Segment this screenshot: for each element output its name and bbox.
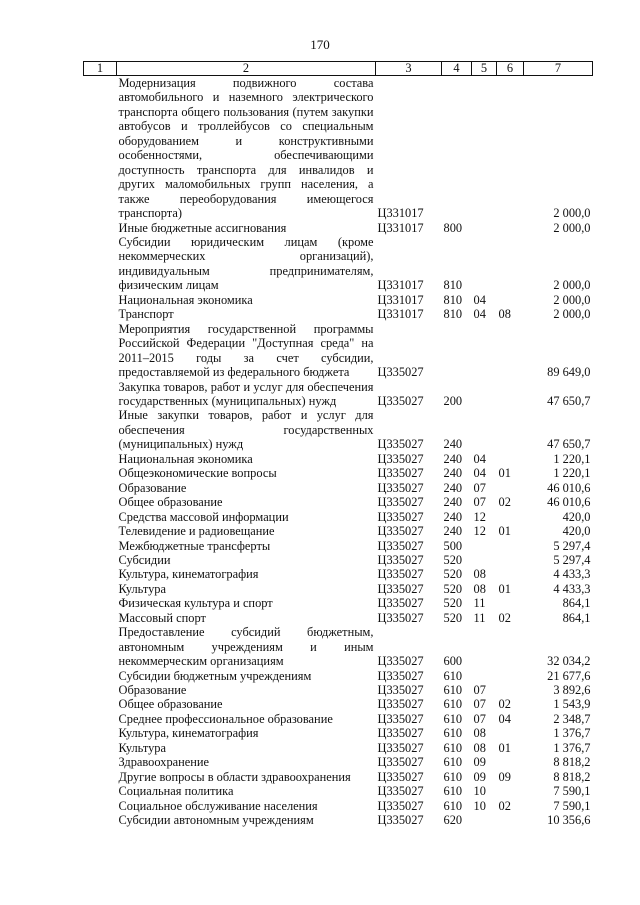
cell-target-code: Ц335027 <box>377 567 424 582</box>
cell-expense-type: 610 <box>443 784 463 799</box>
header-col-6: 6 <box>497 62 524 76</box>
cell-subsection <box>497 481 524 495</box>
table-row <box>84 697 593 711</box>
cell-expense-type: 240 <box>443 480 463 495</box>
cell-subsection <box>497 221 524 235</box>
cell-name: Иные бюджетные ассигнования <box>118 220 287 235</box>
cell-expense-type: 610 <box>443 740 463 755</box>
cell-name: Физическая культура и спорт <box>118 596 273 611</box>
budget-table <box>83 61 593 828</box>
cell-amount: 1 376,7 <box>553 740 591 755</box>
cell-target-code: Ц335027 <box>377 813 424 828</box>
cell-subsection <box>497 452 524 466</box>
cell-target-code: Ц335027 <box>377 365 424 380</box>
cell-subsection: 02 <box>498 697 511 712</box>
cell-target-code: Ц335027 <box>377 495 424 510</box>
cell-subsection: 04 <box>498 711 511 726</box>
cell-subsection <box>497 293 524 307</box>
cell-subsection <box>497 813 524 827</box>
cell-expense-type: 520 <box>443 552 463 567</box>
cell-target-code: Ц335027 <box>377 552 424 567</box>
cell-amount: 47 650,7 <box>547 437 591 452</box>
table-row <box>84 784 593 798</box>
cell-col-1 <box>84 452 117 466</box>
cell-name: Образование <box>118 683 187 698</box>
table-row <box>84 380 593 409</box>
cell-name: Мероприятия государственной программы Российской Федерации "Доступная среда" на 2011–2015 годы за счет субсидии, предоставляемой из федерального бюджета <box>118 321 374 380</box>
cell-section: 11 <box>473 596 486 611</box>
cell-expense-type: 610 <box>443 798 463 813</box>
cell-name: Транспорт <box>118 307 174 322</box>
cell-col-1 <box>84 293 117 307</box>
cell-amount: 47 650,7 <box>547 393 591 408</box>
cell-section <box>472 380 497 409</box>
cell-target-code: Ц331017 <box>377 220 424 235</box>
table-row <box>84 481 593 495</box>
cell-section <box>472 235 497 293</box>
cell-name: Национальная экономика <box>118 451 253 466</box>
cell-name: Межбюджетные трансферты <box>118 538 271 553</box>
cell-amount: 1 220,1 <box>553 466 591 481</box>
cell-section: 08 <box>473 740 486 755</box>
header-col-5: 5 <box>472 62 497 76</box>
cell-name: Субсидии юридическим лицам (кроме некоммерческих организаций), индивидуальным предпринимателям, физическим лицам <box>118 234 374 293</box>
cell-amount: 21 677,6 <box>547 668 591 683</box>
cell-col-1 <box>84 307 117 321</box>
cell-target-code: Ц335027 <box>377 480 424 495</box>
cell-name: Общеэкономические вопросы <box>118 466 277 481</box>
cell-expense-type: 240 <box>443 495 463 510</box>
cell-target-code: Ц335027 <box>377 509 424 524</box>
cell-subsection: 01 <box>498 466 511 481</box>
cell-name: Иные закупки товаров, работ и услуг для обеспечения государственных (муниципальных) нужд <box>118 408 374 452</box>
cell-amount: 4 433,3 <box>553 567 591 582</box>
cell-section: 12 <box>473 524 486 539</box>
cell-amount: 89 649,0 <box>547 365 591 380</box>
cell-section: 08 <box>473 567 486 582</box>
cell-section <box>472 76 497 221</box>
cell-section <box>472 669 497 683</box>
table-row <box>84 683 593 697</box>
cell-target-code: Ц335027 <box>377 726 424 741</box>
cell-col-1 <box>84 408 117 451</box>
cell-col-1 <box>84 712 117 726</box>
cell-expense-type: 240 <box>443 451 463 466</box>
cell-col-1 <box>84 510 117 524</box>
cell-section: 07 <box>473 697 486 712</box>
cell-expense-type: 610 <box>443 668 463 683</box>
cell-amount: 2 000,0 <box>553 278 591 293</box>
cell-target-code: Ц335027 <box>377 798 424 813</box>
table-row <box>84 553 593 567</box>
cell-amount: 7 590,1 <box>553 798 591 813</box>
cell-expense-type: 610 <box>443 711 463 726</box>
cell-expense-type: 200 <box>443 393 463 408</box>
table-row <box>84 813 593 827</box>
cell-section: 07 <box>473 495 486 510</box>
cell-subsection <box>497 553 524 567</box>
cell-subsection <box>497 322 524 380</box>
cell-amount: 2 000,0 <box>553 220 591 235</box>
cell-target-code: Ц335027 <box>377 581 424 596</box>
table-row <box>84 755 593 769</box>
table-row <box>84 510 593 524</box>
cell-section <box>472 221 497 235</box>
cell-col-1 <box>84 813 117 827</box>
cell-expense-type: 610 <box>443 683 463 698</box>
cell-target-code: Ц335027 <box>377 668 424 683</box>
cell-subsection <box>497 235 524 293</box>
cell-target-code: Ц335027 <box>377 437 424 452</box>
cell-expense-type: 800 <box>443 220 463 235</box>
cell-section: 04 <box>473 292 486 307</box>
cell-expense-type: 520 <box>443 581 463 596</box>
cell-expense-type: 620 <box>443 813 463 828</box>
cell-section: 12 <box>473 509 486 524</box>
table-row <box>84 221 593 235</box>
cell-col-1 <box>84 726 117 740</box>
cell-target-code: Ц335027 <box>377 755 424 770</box>
header-row <box>84 62 593 76</box>
cell-expense-type: 810 <box>443 278 463 293</box>
cell-col-1 <box>84 221 117 235</box>
cell-expense-type: 600 <box>443 654 463 669</box>
header-col-4: 4 <box>442 62 472 76</box>
cell-expense-type: 240 <box>443 437 463 452</box>
cell-subsection: 02 <box>498 495 511 510</box>
cell-section: 09 <box>473 769 486 784</box>
cell-amount: 8 818,2 <box>553 755 591 770</box>
cell-col-1 <box>84 582 117 596</box>
cell-target-code: Ц335027 <box>377 610 424 625</box>
table-row <box>84 539 593 553</box>
cell-section <box>472 322 497 380</box>
cell-col-1 <box>84 524 117 538</box>
cell-amount: 46 010,6 <box>547 495 591 510</box>
cell-amount: 2 000,0 <box>553 292 591 307</box>
cell-subsection <box>497 625 524 668</box>
table-row <box>84 770 593 784</box>
cell-target-code: Ц335027 <box>377 466 424 481</box>
cell-subsection <box>497 669 524 683</box>
cell-col-1 <box>84 322 117 380</box>
cell-section: 07 <box>473 480 486 495</box>
cell-target-code: Ц335027 <box>377 697 424 712</box>
cell-section <box>472 539 497 553</box>
table-row <box>84 582 593 596</box>
cell-target-code: Ц335027 <box>377 393 424 408</box>
cell-expense-type: 240 <box>443 466 463 481</box>
table-row <box>84 293 593 307</box>
cell-col-1 <box>84 567 117 581</box>
cell-name: Закупка товаров, работ и услуг для обеспечения государственных (муниципальных) нужд <box>118 379 374 408</box>
cell-subsection <box>497 76 524 221</box>
cell-target-code: Ц335027 <box>377 784 424 799</box>
cell-col-1 <box>84 466 117 480</box>
cell-section <box>472 553 497 567</box>
cell-section: 10 <box>473 798 486 813</box>
cell-target-code: Ц331017 <box>377 278 424 293</box>
cell-name: Общее образование <box>118 495 223 510</box>
cell-section: 08 <box>473 581 486 596</box>
cell-amount: 2 000,0 <box>553 206 591 221</box>
cell-col-1 <box>84 697 117 711</box>
table-row <box>84 408 593 451</box>
cell-col-1 <box>84 235 117 293</box>
cell-amount: 2 348,7 <box>553 711 591 726</box>
cell-section: 04 <box>473 466 486 481</box>
table-row <box>84 452 593 466</box>
cell-subsection <box>497 510 524 524</box>
cell-target-code: Ц331017 <box>377 292 424 307</box>
cell-amount: 10 356,6 <box>547 813 591 828</box>
table-row <box>84 322 593 380</box>
cell-expense-type: 810 <box>443 307 463 322</box>
cell-name: Культура, кинематография <box>118 726 259 741</box>
cell-subsection <box>497 726 524 740</box>
cell-target-code: Ц335027 <box>377 711 424 726</box>
cell-section <box>472 625 497 668</box>
table-row <box>84 669 593 683</box>
cell-section <box>472 813 497 827</box>
cell-expense-type: 610 <box>443 697 463 712</box>
cell-col-1 <box>84 799 117 813</box>
cell-expense-type: 520 <box>443 596 463 611</box>
cell-expense-type: 610 <box>443 769 463 784</box>
cell-name: Субсидии автономным учреждениям <box>118 813 314 828</box>
cell-amount: 1 220,1 <box>553 451 591 466</box>
cell-name: Массовый спорт <box>118 610 206 625</box>
cell-col-1 <box>84 539 117 553</box>
cell-expense-type: 500 <box>443 538 463 553</box>
cell-section: 09 <box>473 755 486 770</box>
cell-section: 04 <box>473 451 486 466</box>
cell-col-1 <box>84 683 117 697</box>
cell-section: 07 <box>473 683 486 698</box>
cell-amount: 420,0 <box>562 509 591 524</box>
cell-target-code: Ц335027 <box>377 683 424 698</box>
table-header <box>84 62 593 76</box>
header-col-1: 1 <box>84 62 117 76</box>
table-row <box>84 524 593 538</box>
table-body <box>84 76 593 828</box>
cell-subsection: 01 <box>498 524 511 539</box>
cell-subsection <box>497 380 524 409</box>
cell-name: Национальная экономика <box>118 292 253 307</box>
cell-target-code: Ц335027 <box>377 524 424 539</box>
header-col-2: 2 <box>117 62 376 76</box>
cell-target-code: Ц331017 <box>377 206 424 221</box>
table-row <box>84 495 593 509</box>
cell-col-1 <box>84 770 117 784</box>
cell-amount: 7 590,1 <box>553 784 591 799</box>
cell-subsection: 08 <box>498 307 511 322</box>
cell-expense-type <box>442 76 472 221</box>
cell-target-code: Ц335027 <box>377 538 424 553</box>
cell-name: Среднее профессиональное образование <box>118 711 333 726</box>
cell-expense-type: 520 <box>443 610 463 625</box>
cell-name: Телевидение и радиовещание <box>118 524 275 539</box>
cell-target-code: Ц335027 <box>377 769 424 784</box>
cell-name: Социальное обслуживание населения <box>118 798 318 813</box>
table-row <box>84 235 593 293</box>
page-number: 170 <box>310 37 330 52</box>
table-row <box>84 741 593 755</box>
cell-amount: 420,0 <box>562 524 591 539</box>
cell-amount: 1 376,7 <box>553 726 591 741</box>
cell-col-1 <box>84 380 117 409</box>
cell-col-1 <box>84 596 117 610</box>
cell-section: 10 <box>473 784 486 799</box>
header-col-7: 7 <box>524 62 593 76</box>
cell-expense-type: 520 <box>443 567 463 582</box>
cell-amount: 5 297,4 <box>553 552 591 567</box>
cell-target-code: Ц335027 <box>377 740 424 755</box>
cell-name: Модернизация подвижного состава автомобильного и наземного электрического транспорта общего пользования (путем закупки автобусов и троллейбусов со специальным оборудованием и конструктивными особенностями, обеспечивающими доступность транспорта для инвалидов и других маломобильных групп населения, а также переоборудования имеющегося транспорта) <box>118 76 374 221</box>
cell-name: Другие вопросы в области здравоохранения <box>118 769 351 784</box>
cell-expense-type: 810 <box>443 292 463 307</box>
cell-amount: 46 010,6 <box>547 480 591 495</box>
cell-subsection: 01 <box>498 581 511 596</box>
cell-amount: 1 543,9 <box>553 697 591 712</box>
cell-expense-type <box>442 322 472 380</box>
cell-name: Культура, кинематография <box>118 567 259 582</box>
cell-section: 11 <box>473 610 486 625</box>
table-row <box>84 611 593 625</box>
cell-target-code: Ц335027 <box>377 451 424 466</box>
cell-name: Культура <box>118 581 166 596</box>
cell-col-1 <box>84 784 117 798</box>
cell-col-1 <box>84 611 117 625</box>
cell-amount: 4 433,3 <box>553 581 591 596</box>
cell-col-1 <box>84 755 117 769</box>
cell-col-1 <box>84 553 117 567</box>
cell-expense-type: 610 <box>443 726 463 741</box>
table-row <box>84 799 593 813</box>
cell-section: 04 <box>473 307 486 322</box>
cell-subsection <box>497 408 524 451</box>
cell-name: Образование <box>118 480 187 495</box>
cell-expense-type: 240 <box>443 509 463 524</box>
cell-name: Субсидии <box>118 552 171 567</box>
table-row <box>84 466 593 480</box>
cell-col-1 <box>84 669 117 683</box>
cell-name: Предоставление субсидий бюджетным, автономным учреждениям и иным некоммерческим организациям <box>118 625 374 669</box>
cell-subsection: 09 <box>498 769 511 784</box>
cell-amount: 2 000,0 <box>553 307 591 322</box>
table-row <box>84 596 593 610</box>
cell-amount: 864,1 <box>562 610 591 625</box>
cell-expense-type: 610 <box>443 755 463 770</box>
cell-amount: 32 034,2 <box>547 654 591 669</box>
table-row <box>84 726 593 740</box>
cell-col-1 <box>84 625 117 668</box>
cell-section: 08 <box>473 726 486 741</box>
table-row <box>84 625 593 668</box>
cell-col-1 <box>84 76 117 221</box>
cell-name: Культура <box>118 740 166 755</box>
cell-subsection <box>497 784 524 798</box>
cell-name: Здравоохранение <box>118 755 210 770</box>
cell-col-1 <box>84 495 117 509</box>
table-row <box>84 712 593 726</box>
table-row <box>84 567 593 581</box>
cell-subsection <box>497 567 524 581</box>
cell-subsection <box>497 755 524 769</box>
cell-target-code: Ц335027 <box>377 596 424 611</box>
cell-name: Социальная политика <box>118 784 234 799</box>
table-row <box>84 307 593 321</box>
cell-name: Общее образование <box>118 697 223 712</box>
cell-col-1 <box>84 741 117 755</box>
cell-name: Средства массовой информации <box>118 509 289 524</box>
cell-expense-type: 240 <box>443 524 463 539</box>
cell-target-code: Ц331017 <box>377 307 424 322</box>
cell-col-1 <box>84 481 117 495</box>
cell-section: 07 <box>473 711 486 726</box>
cell-name: Субсидии бюджетным учреждениям <box>118 668 312 683</box>
cell-subsection: 01 <box>498 740 511 755</box>
cell-subsection <box>497 683 524 697</box>
table-row <box>84 76 593 221</box>
cell-subsection <box>497 596 524 610</box>
cell-amount: 3 892,6 <box>553 683 591 698</box>
cell-section <box>472 408 497 451</box>
cell-target-code: Ц335027 <box>377 654 424 669</box>
cell-amount: 5 297,4 <box>553 538 591 553</box>
header-col-3: 3 <box>376 62 442 76</box>
cell-amount: 8 818,2 <box>553 769 591 784</box>
cell-subsection: 02 <box>498 610 511 625</box>
cell-subsection: 02 <box>498 798 511 813</box>
cell-subsection <box>497 539 524 553</box>
cell-amount: 864,1 <box>562 596 591 611</box>
